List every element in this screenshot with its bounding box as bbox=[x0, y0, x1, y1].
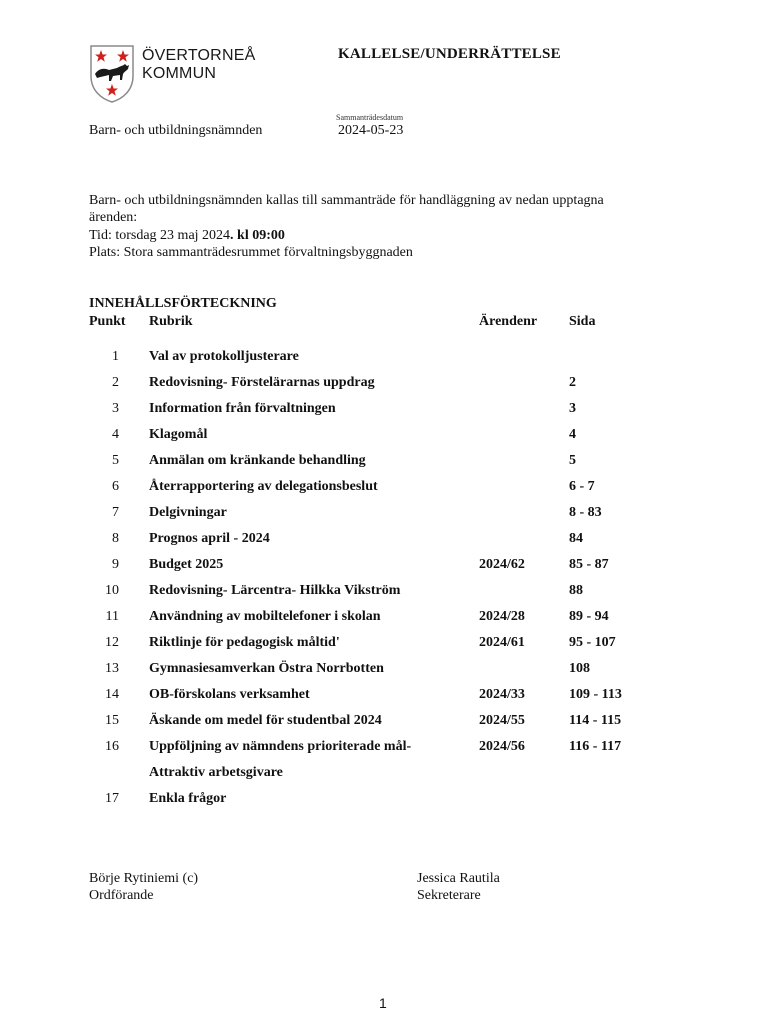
toc-row-title: Anmälan om kränkande behandling bbox=[149, 453, 366, 468]
toc-row-title-continued: Attraktiv arbetsgivare bbox=[149, 765, 283, 780]
chair-name: Börje Rytiniemi (c) bbox=[89, 871, 199, 886]
toc-row-title: Prognos april - 2024 bbox=[149, 531, 270, 546]
toc-row bbox=[0, 609, 770, 629]
meeting-place: Plats: Stora sammanträdesrummet förvaltningsbyggnaden bbox=[89, 245, 413, 260]
toc-row-number: 14 bbox=[105, 687, 119, 702]
toc-row-number: 16 bbox=[105, 739, 119, 754]
toc-row-title: Delgivningar bbox=[149, 505, 227, 520]
logo-line-1: ÖVERTORNEÅ bbox=[142, 47, 256, 64]
page-number: 1 bbox=[379, 995, 387, 1011]
toc-row-number: 15 bbox=[105, 713, 119, 728]
toc-row bbox=[0, 713, 770, 733]
toc-row-number: 6 bbox=[112, 479, 119, 494]
toc-row-title: Riktlinje för pedagogisk måltid' bbox=[149, 635, 340, 650]
toc-row-number: 8 bbox=[112, 531, 119, 546]
toc-row-case-number: 2024/33 bbox=[479, 687, 525, 702]
municipality-logo bbox=[89, 44, 256, 106]
toc-row-case-number: 2024/56 bbox=[479, 739, 525, 754]
toc-row-number: 5 bbox=[112, 453, 119, 468]
toc-row-case-number: 2024/61 bbox=[479, 635, 525, 650]
toc-row bbox=[0, 791, 770, 811]
toc-row bbox=[0, 427, 770, 447]
column-header-rubrik: Rubrik bbox=[149, 314, 193, 329]
toc-row-title: OB-förskolans verksamhet bbox=[149, 687, 310, 702]
toc-row-pages: 114 - 115 bbox=[569, 713, 622, 728]
committee-name: Barn- och utbildningsnämnden bbox=[89, 123, 263, 138]
toc-row-pages: 84 bbox=[569, 531, 583, 546]
intro-line-1: Barn- och utbildningsnämnden kallas till sammanträde för handläggning av nedan upptagna bbox=[89, 193, 604, 208]
intro-line-2: ärenden: bbox=[89, 210, 138, 225]
document-title: KALLELSE/UNDERRÄTTELSE bbox=[338, 46, 561, 62]
toc-row bbox=[0, 349, 770, 369]
toc-row-case-number: 2024/62 bbox=[479, 557, 525, 572]
toc-row-title: Uppföljning av nämndens prioriterade mål- bbox=[149, 739, 412, 754]
toc-row-title: Budget 2025 bbox=[149, 557, 224, 572]
toc-row bbox=[0, 505, 770, 525]
toc-row-pages: 3 bbox=[569, 401, 576, 416]
toc-row bbox=[0, 635, 770, 655]
logo-line-2: KOMMUN bbox=[142, 65, 217, 82]
toc-row-number: 10 bbox=[105, 583, 119, 598]
secretary-role: Sekreterare bbox=[417, 888, 481, 903]
toc-row-title: Användning av mobiltelefoner i skolan bbox=[149, 609, 381, 624]
meeting-date: 2024-05-23 bbox=[338, 123, 404, 138]
meeting-time bbox=[89, 228, 285, 244]
toc-heading: INNEHÅLLSFÖRTECKNING bbox=[89, 296, 277, 311]
toc-row-number: 13 bbox=[105, 661, 119, 676]
toc-row-pages: 108 bbox=[569, 661, 590, 676]
column-header-arendenr: Ärendenr bbox=[479, 314, 538, 329]
toc-row-title: Återrapportering av delegationsbeslut bbox=[149, 479, 378, 494]
toc-row bbox=[0, 739, 770, 780]
toc-row-number: 12 bbox=[105, 635, 119, 650]
toc-row-number: 1 bbox=[112, 349, 119, 364]
toc-row bbox=[0, 401, 770, 421]
toc-row bbox=[0, 375, 770, 395]
toc-row-number: 4 bbox=[112, 427, 119, 442]
toc-row bbox=[0, 557, 770, 577]
toc-row-title: Redovisning- Förstelärarnas uppdrag bbox=[149, 375, 375, 390]
toc-row-title: Val av protokolljusterare bbox=[149, 349, 299, 364]
toc-row-pages: 95 - 107 bbox=[569, 635, 616, 650]
toc-row-pages: 88 bbox=[569, 583, 583, 598]
toc-row-number: 9 bbox=[112, 557, 119, 572]
toc-row-number: 3 bbox=[112, 401, 119, 416]
toc-row-title: Gymnasiesamverkan Östra Norrbotten bbox=[149, 661, 384, 676]
toc-row bbox=[0, 479, 770, 499]
toc-row-title: Redovisning- Lärcentra- Hilkka Vikström bbox=[149, 583, 401, 598]
coat-of-arms-icon bbox=[89, 44, 135, 104]
toc-row-title: Klagomål bbox=[149, 427, 208, 442]
toc-row-case-number: 2024/28 bbox=[479, 609, 525, 624]
toc-row-pages: 6 - 7 bbox=[569, 479, 595, 494]
toc-row-number: 11 bbox=[105, 609, 119, 624]
meeting-time-prefix: Tid: torsdag 23 maj 2024 bbox=[89, 228, 231, 243]
toc-row-number: 7 bbox=[112, 505, 119, 520]
toc-row-pages: 4 bbox=[569, 427, 576, 442]
toc-row-pages: 2 bbox=[569, 375, 576, 390]
toc-row-pages: 5 bbox=[569, 453, 576, 468]
toc-row-pages: 89 - 94 bbox=[569, 609, 609, 624]
column-header-punkt: Punkt bbox=[89, 314, 126, 329]
toc-row-number: 17 bbox=[105, 791, 119, 806]
toc-row-title: Enkla frågor bbox=[149, 791, 227, 806]
toc-row-title: Äskande om medel för studentbal 2024 bbox=[149, 713, 382, 728]
toc-row bbox=[0, 687, 770, 707]
meeting-date-label: Sammanträdesdatum bbox=[336, 113, 404, 122]
toc-row-number: 2 bbox=[112, 375, 119, 390]
column-header-sida: Sida bbox=[569, 314, 596, 329]
toc-row bbox=[0, 661, 770, 681]
toc-row-pages: 116 - 117 bbox=[569, 739, 622, 754]
toc-row-pages: 85 - 87 bbox=[569, 557, 609, 572]
toc-row-case-number: 2024/55 bbox=[479, 713, 525, 728]
toc-row-title: Information från förvaltningen bbox=[149, 401, 336, 416]
meeting-time-clock: . kl 09:00 bbox=[230, 228, 285, 243]
toc-row bbox=[0, 453, 770, 473]
toc-row bbox=[0, 531, 770, 551]
toc-row bbox=[0, 583, 770, 603]
secretary-name: Jessica Rautila bbox=[417, 871, 500, 886]
toc-row-pages: 109 - 113 bbox=[569, 687, 622, 702]
chair-role: Ordförande bbox=[89, 888, 154, 903]
toc-row-pages: 8 - 83 bbox=[569, 505, 602, 520]
